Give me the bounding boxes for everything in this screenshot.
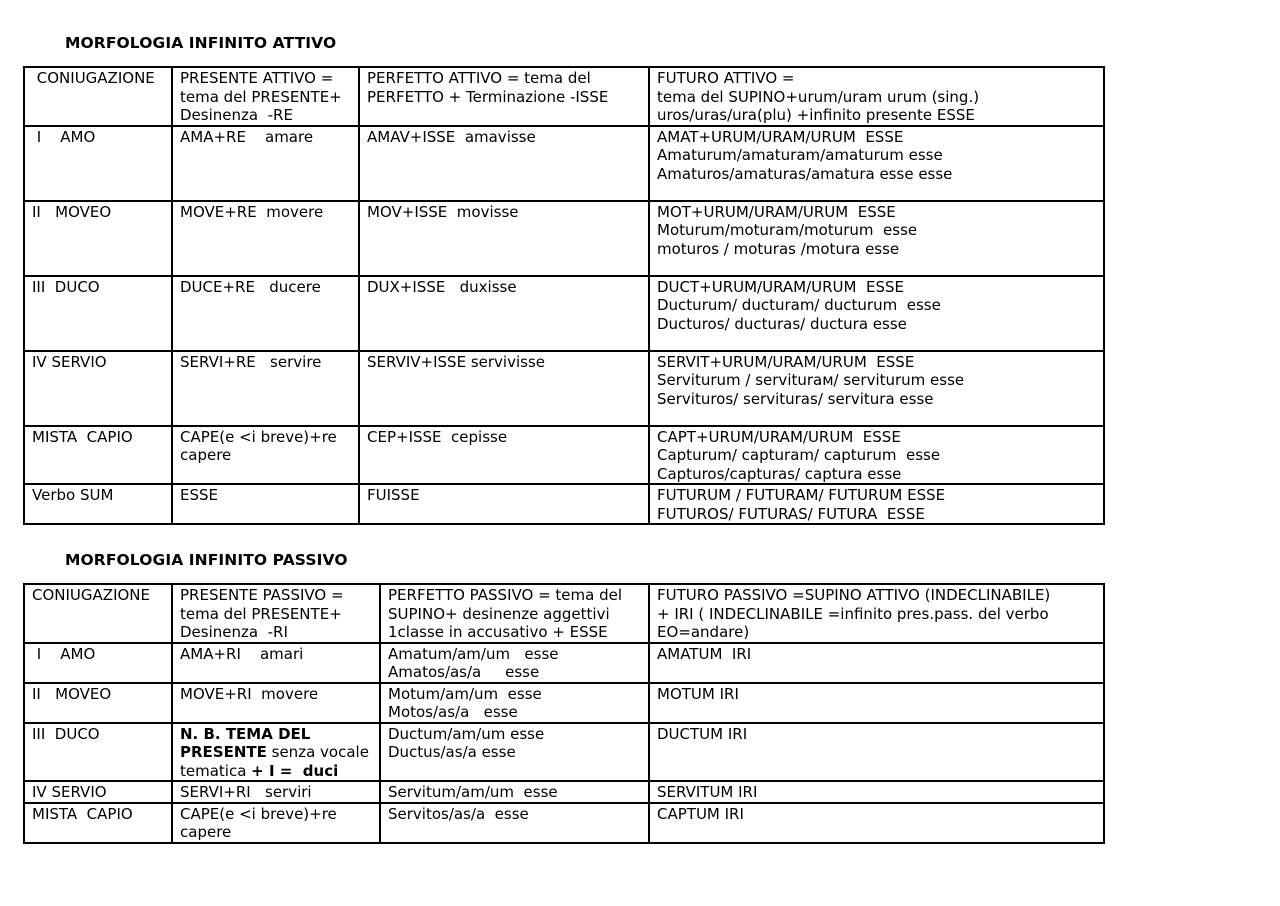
cell-futuro — [649, 126, 1104, 201]
cell-line: EO=andare) — [657, 623, 750, 641]
cell-line: FUTURO ATTIVO = — [657, 69, 795, 87]
cell-perfetto — [359, 276, 649, 351]
cell-line: Amaturos/amaturas/amatura esse esse — [657, 164, 953, 183]
cell-coniugazione — [24, 643, 172, 683]
header-cell-coniugazione — [24, 584, 172, 643]
cell-line: CONIUGAZIONE — [32, 586, 150, 604]
header-cell-perfetto — [380, 584, 649, 643]
table-row — [24, 351, 1104, 426]
table-row — [24, 643, 1104, 683]
cell-presente — [172, 276, 359, 351]
cell-line: capere — [180, 446, 232, 464]
table-row — [24, 484, 1104, 524]
table-row — [24, 276, 1104, 351]
cell-line: SERVIT+URUM/URAM/URUM ESSE — [657, 352, 915, 371]
cell-line: II MOVEO — [32, 202, 112, 221]
cell-line: tema del PRESENTE+ — [180, 604, 342, 623]
cell-line: DUCE+RE ducere — [180, 277, 321, 296]
cell-line: Desinenza -RE — [180, 106, 293, 124]
cell-futuro — [649, 683, 1104, 723]
cell-line: SERVI+RE servire — [180, 352, 322, 371]
cell-line: uros/uras/ura(plu) +infinito presente ESSE — [657, 106, 975, 124]
active-infinitive-table — [23, 66, 1105, 525]
cell-line: Desinenza -RI — [180, 623, 288, 641]
cell-presente — [172, 723, 380, 782]
cell-line: SERVITUM IRI — [657, 783, 758, 801]
cell-line: Servitum/am/um esse — [388, 783, 558, 801]
cell-line: Serviturum / serviturам/ serviturum esse — [657, 371, 965, 389]
cell-line: DUCTUM IRI — [657, 724, 748, 743]
cell-line: CEP+ISSE cepisse — [367, 427, 508, 446]
table-row — [24, 201, 1104, 276]
cell-line: IV SERVIO — [32, 352, 107, 371]
cell-perfetto — [380, 643, 649, 683]
cell-line: Verbo SUM — [32, 486, 114, 504]
cell-line: PRESENTE ATTIVO = — [180, 69, 334, 87]
cell-line: SUPINO+ desinenze aggettivi — [388, 604, 610, 623]
cell-coniugazione — [24, 723, 172, 782]
header-cell-presente — [172, 67, 359, 126]
cell-futuro — [649, 426, 1104, 485]
header-cell-perfetto — [359, 67, 649, 126]
cell-line: Ductum/am/um esse — [388, 724, 545, 743]
cell-line: tematica + I = duci — [180, 761, 339, 780]
cell-perfetto — [359, 201, 649, 276]
table-header-row — [24, 67, 1104, 126]
cell-presente — [172, 683, 380, 723]
header-cell-coniugazione — [24, 67, 172, 126]
cell-line: IV SERVIO — [32, 783, 107, 801]
cell-line: Moturum/moturam/moturum esse — [657, 221, 918, 239]
cell-line: Ductus/as/a esse — [388, 743, 516, 761]
cell-line: I AMO — [32, 127, 96, 146]
cell-line: CAPE(e <i breve)+re — [180, 427, 337, 446]
cell-line: MOV+ISSE movisse — [367, 202, 519, 221]
cell-perfetto — [380, 781, 649, 803]
cell-perfetto — [359, 484, 649, 524]
cell-line: MOVE+RI movere — [180, 684, 319, 703]
cell-line: DUCT+URUM/URAM/URUM ESSE — [657, 277, 905, 296]
cell-futuro — [649, 276, 1104, 351]
cell-presente — [172, 643, 380, 683]
cell-line: Servitos/as/a esse — [388, 804, 529, 823]
cell-futuro — [649, 643, 1104, 683]
cell-line: Capturos/capturas/ captura esse — [657, 464, 902, 483]
header-cell-presente — [172, 584, 380, 643]
cell-line: MOVE+RE movere — [180, 202, 324, 221]
cell-line: capere — [180, 823, 232, 841]
cell-perfetto — [359, 426, 649, 485]
cell-line: Ducturum/ ducturam/ ducturum esse — [657, 296, 941, 314]
table-header-row — [24, 584, 1104, 643]
cell-futuro — [649, 351, 1104, 426]
active-table-body — [24, 67, 1104, 524]
cell-line: MISTA CAPIO — [32, 804, 133, 823]
cell-line: Motum/am/um esse — [388, 684, 542, 703]
passive-table-body — [24, 584, 1104, 843]
passive-infinitive-table — [23, 583, 1105, 844]
table-row — [24, 781, 1104, 803]
cell-line: DUX+ISSE duxisse — [367, 277, 517, 296]
passive-infinitive-heading: MORFOLOGIA INFINITO PASSIVO — [65, 551, 348, 569]
cell-line: AMA+RE amare — [180, 127, 314, 146]
cell-line: Ducturos/ ducturas/ ductura esse — [657, 314, 907, 333]
cell-coniugazione — [24, 276, 172, 351]
cell-coniugazione — [24, 126, 172, 201]
cell-futuro — [649, 201, 1104, 276]
cell-line: AMA+RI amari — [180, 644, 304, 663]
cell-line: Servituros/ servituras/ servitura esse — [657, 389, 934, 408]
cell-line: tema del SUPINO+urum/uram urum (sing.) — [657, 87, 980, 106]
table-row — [24, 683, 1104, 723]
cell-line: FUTURUM / FUTURAM/ FUTURUM ESSE — [657, 486, 946, 504]
cell-presente — [172, 126, 359, 201]
cell-line: PERFETTO ATTIVO = tema del — [367, 69, 591, 87]
cell-line: AMAT+URUM/URAM/URUM ESSE — [657, 127, 904, 146]
cell-line: III DUCO — [32, 277, 100, 296]
cell-futuro — [649, 484, 1104, 524]
cell-line: SERVIV+ISSE servivisse — [367, 352, 545, 371]
cell-line: Motos/as/a esse — [388, 703, 518, 721]
cell-coniugazione — [24, 351, 172, 426]
cell-line: N. B. TEMA DEL — [180, 724, 311, 743]
cell-coniugazione — [24, 781, 172, 803]
table-row — [24, 126, 1104, 201]
cell-presente — [172, 484, 359, 524]
cell-line: CAPT+URUM/URAM/URUM ESSE — [657, 427, 901, 446]
cell-line: FUTURO PASSIVO =SUPINO ATTIVO (INDECLINABILE) — [657, 586, 1051, 604]
cell-futuro — [649, 781, 1104, 803]
cell-line: Amatum/am/um esse — [388, 644, 559, 663]
table-row — [24, 426, 1104, 485]
cell-line: PRESENTE senza vocale — [180, 743, 369, 761]
cell-presente — [172, 781, 380, 803]
cell-line: ESSE — [180, 486, 218, 504]
cell-line: MISTA CAPIO — [32, 427, 133, 446]
cell-coniugazione — [24, 683, 172, 723]
cell-perfetto — [380, 723, 649, 782]
cell-line: CAPTUM IRI — [657, 804, 744, 823]
table-row — [24, 723, 1104, 782]
cell-line: I AMO — [32, 644, 96, 663]
cell-line: Amaturum/amaturam/amaturum esse — [657, 146, 943, 164]
cell-coniugazione — [24, 484, 172, 524]
cell-line: MOTUM IRI — [657, 684, 739, 703]
cell-line: FUTUROS/ FUTURAS/ FUTURA ESSE — [657, 504, 925, 523]
cell-line: AMAV+ISSE amavisse — [367, 127, 536, 146]
header-cell-futuro — [649, 67, 1104, 126]
cell-line: AMATUM IRI — [657, 644, 752, 663]
cell-line: CONIUGAZIONE — [32, 69, 155, 87]
cell-line: 1classe in accusativo + ESSE — [388, 623, 608, 641]
cell-presente — [172, 803, 380, 843]
cell-futuro — [649, 803, 1104, 843]
cell-line: + IRI ( INDECLINABILE =infinito pres.pass. del verbo — [657, 604, 1049, 623]
cell-line: II MOVEO — [32, 684, 112, 703]
cell-line: III DUCO — [32, 724, 100, 743]
cell-perfetto — [359, 351, 649, 426]
cell-presente — [172, 351, 359, 426]
active-infinitive-heading: MORFOLOGIA INFINITO ATTIVO — [65, 34, 337, 52]
cell-line: MOT+URUM/URAM/URUM ESSE — [657, 202, 896, 221]
cell-line: CAPE(e <i breve)+re — [180, 804, 337, 823]
cell-coniugazione — [24, 426, 172, 485]
cell-line: moturos / moturas /motura esse — [657, 239, 900, 258]
cell-perfetto — [359, 126, 649, 201]
cell-line: PRESENTE PASSIVO = — [180, 586, 344, 604]
cell-perfetto — [380, 683, 649, 723]
cell-line: tema del PRESENTE+ — [180, 87, 342, 106]
cell-presente — [172, 426, 359, 485]
cell-presente — [172, 201, 359, 276]
cell-coniugazione — [24, 201, 172, 276]
cell-line: PERFETTO + Terminazione -ISSE — [367, 87, 609, 106]
cell-line: SERVI+RI serviri — [180, 783, 312, 801]
cell-futuro — [649, 723, 1104, 782]
cell-line: PERFETTO PASSIVO = tema del — [388, 586, 623, 604]
cell-line: Capturum/ capturam/ capturum esse — [657, 446, 941, 464]
cell-perfetto — [380, 803, 649, 843]
cell-line: FUISSE — [367, 486, 420, 504]
table-row — [24, 803, 1104, 843]
cell-coniugazione — [24, 803, 172, 843]
cell-line: Amatos/as/a esse — [388, 663, 540, 681]
header-cell-futuro — [649, 584, 1104, 643]
